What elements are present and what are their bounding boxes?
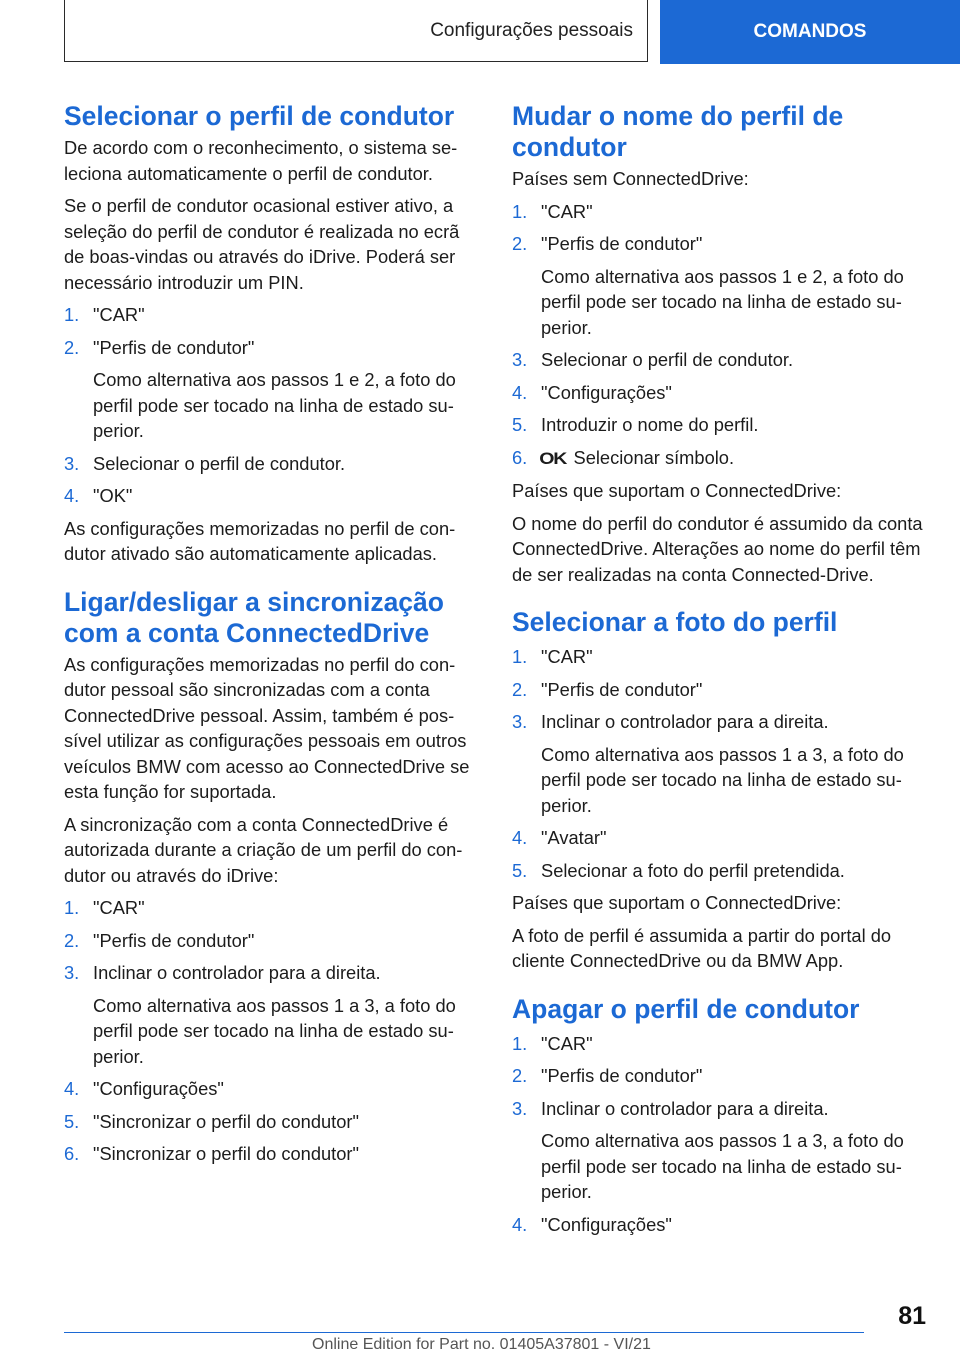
list-item [64, 451, 484, 477]
list-item [512, 1096, 932, 1205]
step-number: 4. [64, 1078, 80, 1099]
step-number: 2. [512, 233, 528, 254]
list-item [64, 335, 484, 444]
step-number: 2. [64, 336, 80, 358]
running-header-chapter-tab [660, 0, 960, 64]
step-text: "Sincronizar o perfil do condutor" [93, 1143, 360, 1164]
list-item [512, 677, 932, 703]
step-text: "Configurações" [541, 381, 672, 403]
paragraph: Países que suportam o ConnectedDrive: [512, 892, 842, 913]
step-number: 3. [512, 711, 528, 732]
list-item [512, 1212, 932, 1238]
step-number: 5. [64, 1110, 80, 1132]
section-heading: Selecionar a foto do perfil [512, 607, 838, 637]
step-list [512, 1031, 932, 1238]
step-number: 2. [64, 929, 80, 951]
list-item [512, 709, 932, 818]
step-text: Selecionar o perfil de condutor. [93, 452, 346, 474]
step-text: "CAR" [93, 897, 145, 918]
step-text: "Perfis de condutor" [541, 233, 703, 254]
step-text: Inclinar o controlador para a direita. [541, 711, 829, 732]
header-chapter-label: COMANDOS [753, 21, 867, 42]
ok-icon: OK [539, 448, 567, 468]
step-number: 6. [512, 446, 528, 468]
step-number: 4. [512, 1213, 528, 1235]
step-text: "CAR" [541, 1032, 593, 1054]
step-list [512, 644, 932, 883]
list-item [64, 960, 484, 1069]
step-text: "Perfis de condutor" [541, 678, 703, 700]
step-text: "CAR" [541, 200, 593, 222]
list-item [64, 1109, 484, 1135]
paragraph: O nome do perfil do condutor é assumido da conta ConnectedDrive. Alterações ao nome do perfil têm de ser realizadas na conta Connected-Drive. [512, 512, 923, 585]
list-item [512, 412, 932, 438]
step-text: Selecionar símbolo. [573, 446, 735, 468]
step-text: "Perfis de condutor" [93, 336, 255, 358]
step-text: "Avatar" [541, 827, 607, 848]
paragraph: Se o perfil de condutor ocasional estiver ativo, a seleção do perfil de condutor é realizada no ecrã de boas-vindas ou através do iDrive. Poderá ser necessário introduzir um PIN. [64, 195, 460, 293]
step-number: 3. [512, 349, 528, 370]
list-item [64, 1141, 484, 1167]
list-item [512, 1031, 932, 1057]
step-text: Inclinar o controlador para a direita. [93, 962, 381, 983]
step-text: "Perfis de condutor" [93, 929, 255, 951]
step-number: 4. [64, 485, 80, 506]
step-number: 2. [512, 678, 528, 700]
step-text: "Configurações" [93, 1078, 224, 1099]
step-note: Como alternativa aos passos 1 a 3, a foto do perfil pode ser tocado na linha de estado su-perior. [93, 994, 456, 1067]
step-note: Como alternativa aos passos 1 e 2, a foto do perfil pode ser tocado na linha de estado su-perior. [541, 265, 904, 338]
step-number: 6. [64, 1143, 80, 1164]
step-text: "Perfis de condutor" [541, 1065, 703, 1086]
step-text: "OK" [93, 485, 133, 506]
footer-divider [64, 1332, 864, 1333]
step-number: 1. [64, 897, 80, 918]
step-text: Selecionar o perfil de condutor. [541, 349, 794, 370]
step-number: 3. [64, 452, 80, 474]
list-item [512, 199, 932, 225]
header-section-title: Configurações pessoais [430, 19, 633, 41]
paragraph: De acordo com o reconhecimento, o sistema se-leciona automaticamente o perfil de condutor. [64, 137, 458, 184]
step-number: 1. [64, 304, 80, 325]
paragraph: As configurações memorizadas no perfil do con-dutor pessoal são sincronizadas com a conta ConnectedDrive pessoal. Assim, também é pos-sível utilizar as configurações pessoais em outros veículos BMW com acesso ao ConnectedDrive se esta função for suportada. [64, 653, 470, 802]
list-item [512, 380, 932, 406]
list-item [512, 825, 932, 851]
step-number: 4. [512, 381, 528, 403]
paragraph: Países que suportam o ConnectedDrive: [512, 480, 842, 501]
step-number: 4. [512, 827, 528, 848]
step-list [64, 302, 484, 509]
step-number: 1. [512, 1032, 528, 1054]
section-heading: Apagar o perfil de condutor [512, 993, 860, 1024]
list-item [64, 1076, 484, 1102]
step-text: Inclinar o controlador para a direita. [541, 1097, 829, 1119]
paragraph: Países sem ConnectedDrive: [512, 168, 749, 189]
page-number: 81 [898, 1302, 926, 1330]
step-note: Como alternativa aos passos 1 a 3, a foto do perfil pode ser tocado na linha de estado su-perior. [541, 743, 904, 816]
list-item [512, 644, 932, 670]
step-note: Como alternativa aos passos 1 e 2, a foto do perfil pode ser tocado na linha de estado su-perior. [93, 369, 456, 441]
list-item [512, 347, 932, 373]
step-list [512, 199, 932, 472]
step-number: 1. [512, 646, 528, 667]
step-text: "CAR" [93, 304, 145, 325]
step-text: "Configurações" [541, 1213, 672, 1235]
left-column [64, 101, 484, 1174]
step-number: 3. [64, 962, 80, 983]
footer-edition-text: Online Edition for Part no. 01405A37801 - VI/21 [312, 1336, 651, 1353]
step-number: 5. [512, 414, 528, 435]
list-item [64, 302, 484, 328]
section-heading: Mudar o nome do perfil de condutor [512, 101, 844, 162]
paragraph: A foto de perfil é assumida a partir do portal do cliente ConnectedDrive ou da BMW App. [512, 924, 892, 971]
paragraph: A sincronização com a conta ConnectedDrive é autorizada durante a criação de um perfil do con-dutor ou através do iDrive: [64, 813, 463, 886]
step-text: Introduzir o nome do perfil. [541, 414, 759, 435]
list-item [512, 858, 932, 884]
step-list [64, 895, 484, 1167]
paragraph: As configurações memorizadas no perfil de con-dutor ativado são automaticamente aplicadas. [64, 517, 456, 564]
section-heading: Ligar/desligar a sincronização com a conta ConnectedDrive [64, 586, 444, 648]
list-item [512, 1063, 932, 1089]
step-text: "Sincronizar o perfil do condutor" [93, 1110, 360, 1132]
list-item [64, 895, 484, 921]
step-note: Como alternativa aos passos 1 a 3, a foto do perfil pode ser tocado na linha de estado su-perior. [541, 1130, 904, 1202]
list-item [64, 928, 484, 954]
step-text: "CAR" [541, 646, 593, 667]
step-number: 2. [512, 1065, 528, 1086]
step-number: 1. [512, 200, 528, 222]
step-number: 5. [512, 859, 528, 881]
list-item [512, 231, 932, 340]
running-header-section [64, 0, 648, 62]
step-text: Selecionar a foto do perfil pretendida. [541, 859, 845, 881]
list-item [64, 483, 484, 509]
step-number: 3. [512, 1097, 528, 1119]
section-heading: Selecionar o perfil de condutor [64, 101, 455, 131]
list-item [512, 445, 932, 472]
right-column [512, 101, 932, 1244]
